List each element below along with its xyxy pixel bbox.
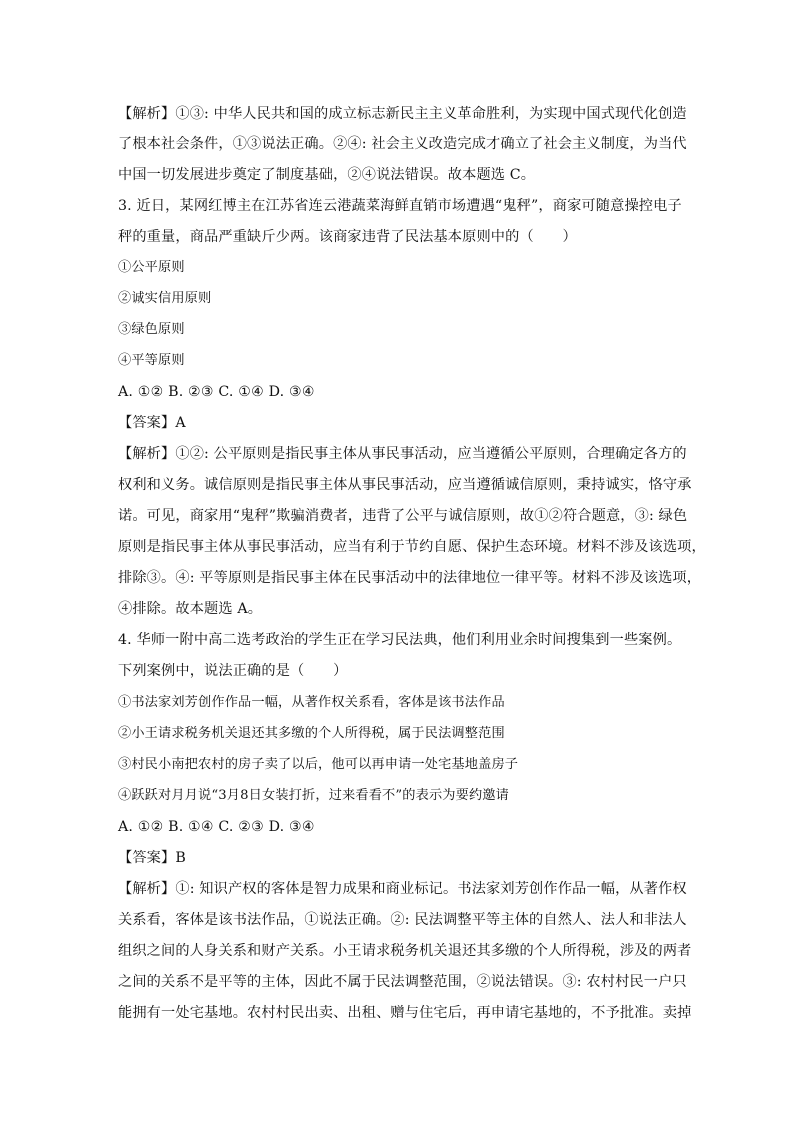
analysis-text: 组织之间的人身关系和财产关系。小王请求税务机关退还其多缴的个人所得税，涉及的两者 — [118, 943, 692, 959]
analysis-text: 能拥有一处宅基地。农村村民出卖、出租、赠与住宅后，再申请宅基地的，不予批准。卖掉 — [118, 1005, 692, 1021]
analysis-text: 关系看，客体是该书法作品，①说法正确。②: 民法调整平等主体的自然人、法人和非法人 — [118, 912, 687, 928]
question-4-stem: 下列案例中，说法正确的是（ ） — [118, 663, 348, 679]
analysis-text: 【解析】①②: 公平原则是指民事主体从事民事活动，应当遵循公平原则，合理确定各方的 — [118, 446, 687, 462]
text-line: 中国一切发展进步奠定了制度基础，②④说法错误。故本题选 C。 — [118, 167, 536, 183]
answer-choices: A. ①② B. ②③ C. ①④ D. ③④ — [118, 384, 315, 400]
analysis-text: 诺。可见，商家用“鬼秤”欺骗消费者，违背了公平与诚信原则，故①②符合题意，③: 绿色 — [118, 508, 688, 524]
analysis-text: 之间的关系不是平等的主体，因此不属于民法调整范围，②说法错误。③: 农村村民一户只 — [118, 974, 687, 990]
answer-label: 【答案】B — [118, 850, 186, 866]
option-item: ②小王请求税务机关退还其多缴的个人所得税，属于民法调整范围 — [118, 726, 505, 741]
text-line: 了根本社会条件，①③说法正确。②④: 社会主义改造完成才确立了社会主义制度，为当代 — [118, 136, 687, 152]
analysis-text: 排除③。④: 平等原则是指民事主体在民事活动中的法律地位一律平等。材料不涉及该选项， — [118, 570, 702, 586]
option-item: ①书法家刘芳创作作品一幅，从著作权关系看，客体是该书法作品 — [118, 695, 505, 710]
question-3-stem: 秤的重量，商品严重缺斤少两。该商家违背了民法基本原则中的（ ） — [118, 229, 577, 245]
option-item: ①公平原则 — [118, 260, 185, 275]
analysis-text: 原则是指民事主体从事民事活动，应当有利于节约自愿、保护生态环境。材料不涉及该选项， — [118, 539, 706, 555]
analysis-text: 权利和义务。诚信原则是指民事主体从事民事活动，应当遵循诚信原则，秉持诚实，恪守承 — [118, 477, 692, 493]
option-item: ③村民小南把农村的房子卖了以后，他可以再申请一处宅基地盖房子 — [118, 757, 519, 772]
text-line: 【解析】①③: 中华人民共和国的成立标志新民主主义革命胜利，为实现中国式现代化创造 — [118, 106, 687, 122]
answer-choices: A. ①② B. ①④ C. ②③ D. ③④ — [118, 819, 315, 835]
analysis-text: 【解析】①: 知识产权的客体是智力成果和商业标记。书法家刘芳创作作品一幅，从著作权 — [118, 881, 687, 897]
option-item: ④跃跃对月月说“3月8日女装打折，过来看看不”的表示为要约邀请 — [118, 788, 509, 803]
question-3-stem: 3. 近日，某网红博主在江苏省连云港蔬菜海鲜直销市场遭遇“鬼秤”，商家可随意操控电子 — [118, 198, 682, 214]
option-item: ④平等原则 — [118, 353, 185, 368]
question-4-stem: 4. 华师一附中高二选考政治的学生正在学习民法典，他们利用业余时间搜集到一些案例。 — [118, 632, 682, 648]
answer-label: 【答案】A — [118, 415, 186, 431]
option-item: ③绿色原则 — [118, 322, 185, 337]
analysis-text: ④排除。故本题选 A。 — [118, 601, 263, 617]
option-item: ②诚实信用原则 — [118, 291, 212, 306]
